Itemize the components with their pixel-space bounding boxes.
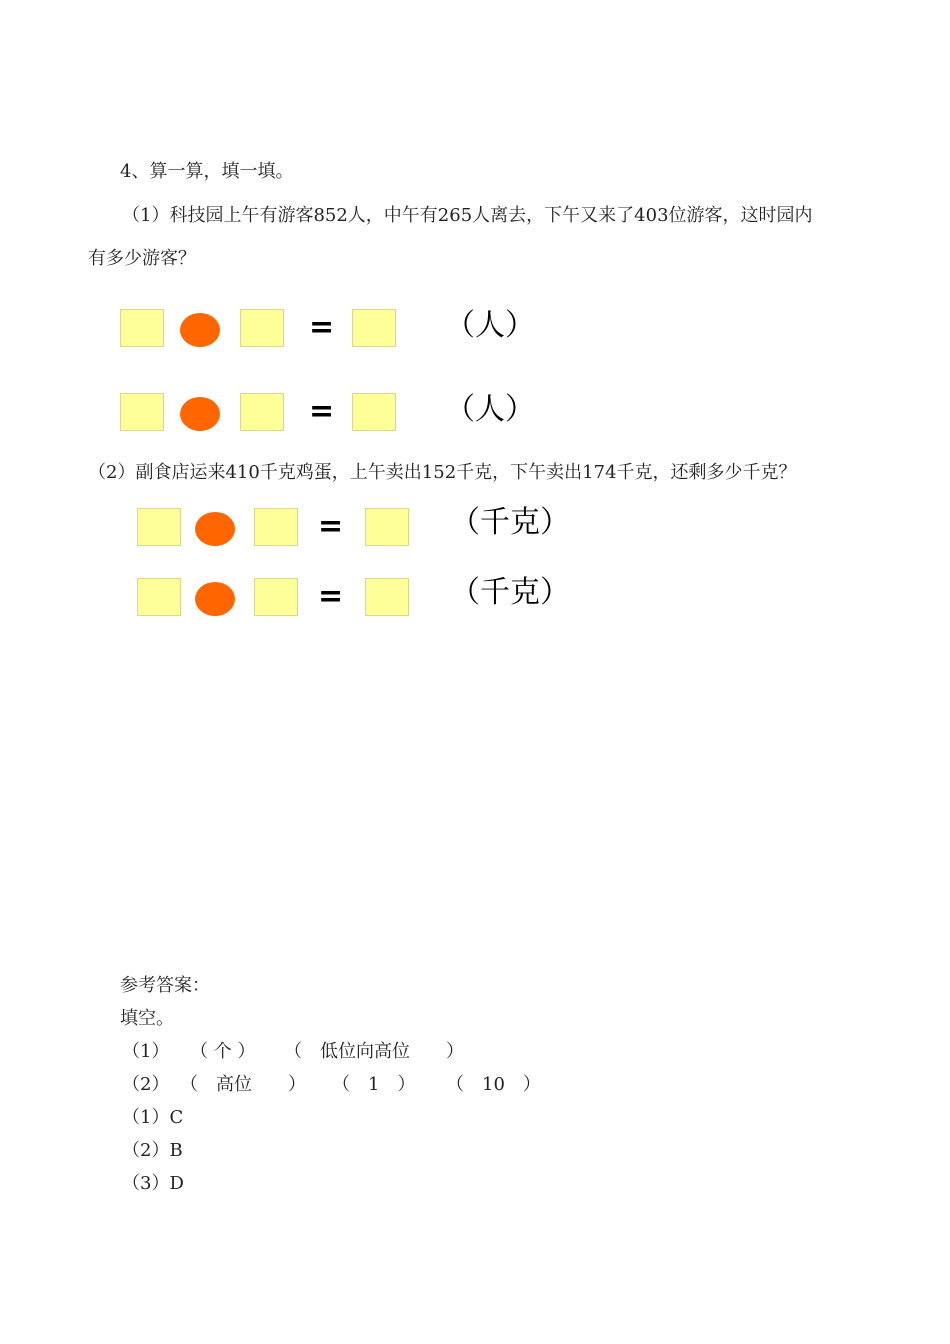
unit-label-people: （人）: [445, 308, 535, 343]
answer-box[interactable]: [365, 578, 409, 616]
fill-answer-1-b: （ 低位向高位 ）: [284, 1041, 464, 1062]
choice-answer-1: （1）C: [122, 1107, 184, 1128]
question-1-line-1: （1）科技园上午有游客852人，中午有265人离去，下午又来了403位游客，这时园内: [122, 205, 813, 226]
answer-box[interactable]: [365, 508, 409, 546]
unit-label-kilograms: （千克）: [450, 575, 570, 610]
answer-box[interactable]: [137, 578, 181, 616]
equals-sign: =: [309, 394, 335, 429]
equals-sign: =: [318, 509, 344, 544]
answer-box[interactable]: [352, 393, 396, 431]
answer-box[interactable]: [352, 309, 396, 347]
question-2-line-1: （2）副食店运来410千克鸡蛋，上午卖出152千克，下午卖出174千克，还剩多少千克？: [88, 462, 797, 483]
answer-box[interactable]: [120, 309, 164, 347]
equals-sign: =: [309, 310, 335, 345]
choice-answer-2: （2）B: [122, 1140, 183, 1161]
operator-circle[interactable]: [180, 397, 220, 431]
fill-in-title: 填空。: [120, 1008, 174, 1029]
unit-label-people: （人）: [445, 392, 535, 427]
unit-label-kilograms: （千克）: [450, 505, 570, 540]
answer-box[interactable]: [254, 578, 298, 616]
answer-box[interactable]: [240, 309, 284, 347]
fill-answer-2-a: （ 高位 ）: [180, 1074, 306, 1095]
fill-answer-1-label: （1）: [122, 1041, 170, 1062]
answers-title: 参考答案：: [120, 975, 210, 996]
fill-answer-2-b: （ 1 ）: [332, 1074, 416, 1095]
choice-answer-3: （3）D: [122, 1173, 184, 1194]
answer-box[interactable]: [137, 508, 181, 546]
fill-answer-2-c: （ 10 ）: [446, 1074, 541, 1095]
operator-circle[interactable]: [195, 582, 235, 616]
question-1-line-2: 有多少游客？: [88, 248, 196, 269]
operator-circle[interactable]: [180, 313, 220, 347]
fill-answer-2-label: （2）: [122, 1074, 170, 1095]
answer-box[interactable]: [240, 393, 284, 431]
operator-circle[interactable]: [195, 512, 235, 546]
equals-sign: =: [318, 579, 344, 614]
section-heading: 4、算一算，填一填。: [120, 161, 294, 182]
answer-box[interactable]: [120, 393, 164, 431]
answer-box[interactable]: [254, 508, 298, 546]
fill-answer-1-a: （ 个 ）: [190, 1041, 256, 1062]
